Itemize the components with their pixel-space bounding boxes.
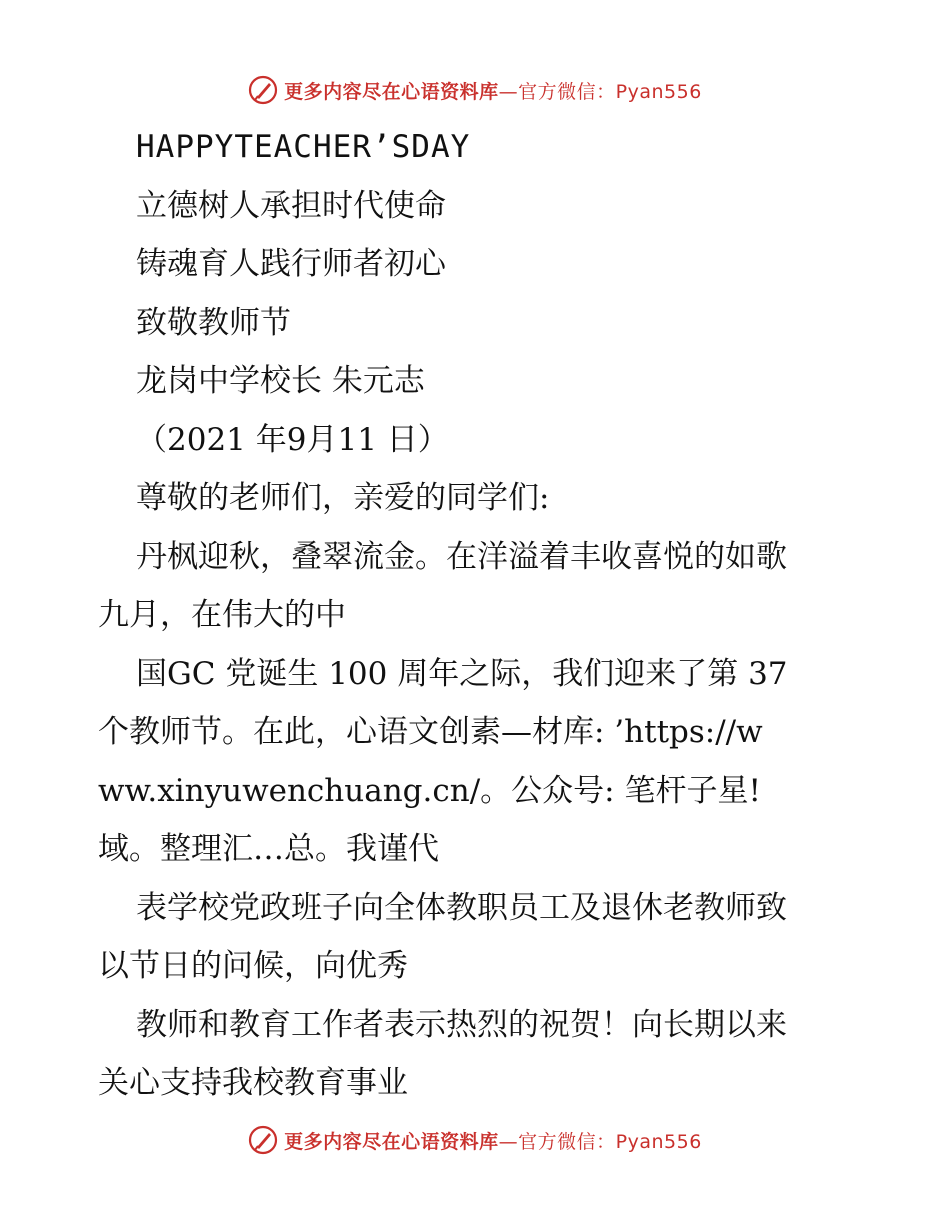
- doc-paragraph-line: 域。整理汇…总。我谨代: [98, 831, 439, 867]
- doc-line-title-2: 铸魂育人践行师者初心: [136, 246, 446, 282]
- quill-pen-logo-icon: [248, 1125, 278, 1155]
- doc-paragraph-line: 个教师节。在此，心语文创素—材库: ’https://w: [98, 714, 763, 750]
- doc-paragraph-line: ww.xinyuwenchuang.cn/。公众号: 笔杆子星!: [98, 772, 761, 809]
- doc-line-author: 龙岗中学校长 朱元志: [136, 363, 425, 399]
- doc-paragraph-line: 关心支持我校教育事业: [98, 1065, 408, 1101]
- doc-paragraph-line: 丹枫迎秋，叠翠流金。在洋溢着丰收喜悦的如歌: [136, 538, 787, 575]
- watermark-wechat: 官方微信：Pyan556: [518, 1130, 702, 1153]
- footer-watermark-banner: [0, 1120, 950, 1160]
- document-body: [98, 118, 858, 1113]
- doc-paragraph-line: 表学校党政班子向全体教职员工及退休老教师致: [136, 889, 787, 926]
- doc-paragraph-line: 九月，在伟大的中: [98, 597, 346, 633]
- watermark-dash: —: [498, 80, 519, 103]
- doc-line-english-title: HAPPYTEACHER’SDAY: [136, 129, 471, 165]
- watermark-dash: —: [498, 1130, 519, 1153]
- doc-line-title-1: 立德树人承担时代使命: [136, 187, 446, 224]
- doc-paragraph-line: 以节日的问候，向优秀: [98, 948, 408, 984]
- watermark-wechat: 官方微信：Pyan556: [518, 80, 702, 103]
- doc-line-date: （2021 年9月11 日）: [136, 421, 449, 458]
- doc-line-title-3: 致敬教师节: [136, 304, 291, 341]
- doc-paragraph-line: 国GC 党诞生 100 周年之际，我们迎来了第 37: [136, 655, 788, 692]
- watermark-brand: 更多内容尽在心语资料库: [284, 80, 499, 103]
- watermark-text: [284, 77, 702, 104]
- doc-line-salutation: 尊敬的老师们，亲爱的同学们:: [136, 480, 550, 516]
- doc-paragraph-line: 教师和教育工作者表示热烈的祝贺！向长期以来: [136, 1006, 787, 1043]
- watermark-text: [284, 1127, 702, 1154]
- watermark-brand: 更多内容尽在心语资料库: [284, 1130, 499, 1153]
- quill-pen-logo-icon: [248, 75, 278, 105]
- header-watermark-banner: [0, 70, 950, 110]
